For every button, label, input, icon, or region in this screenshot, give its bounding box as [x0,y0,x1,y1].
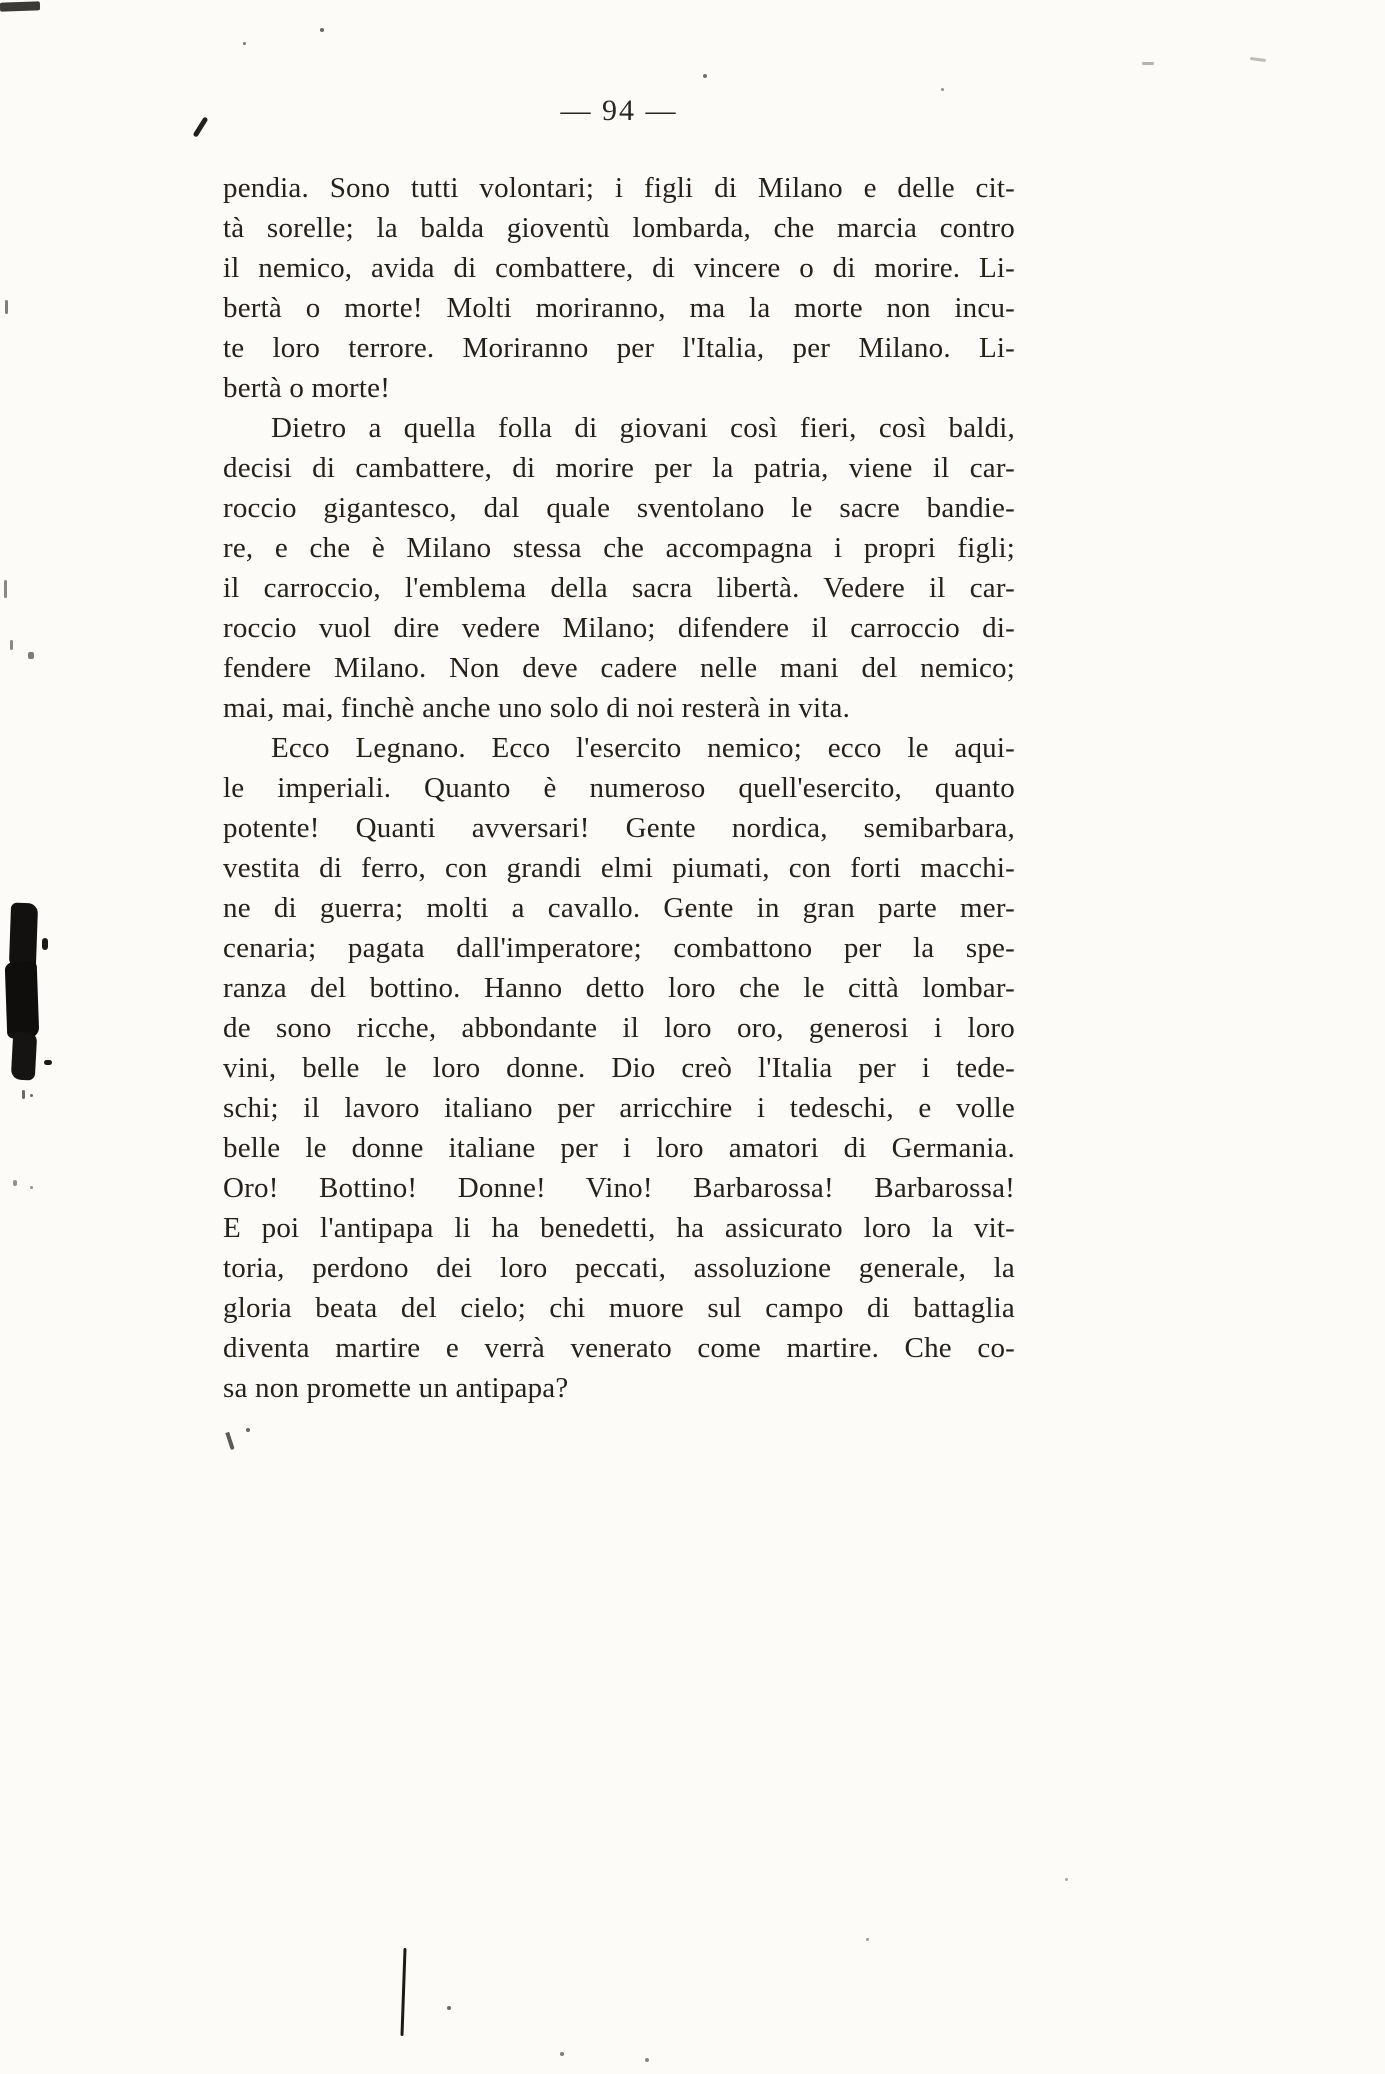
scan-artifact-ink-blob [42,938,48,950]
scan-artifact-ink-blob [44,1060,52,1065]
paragraph [223,408,1015,728]
scan-artifact-speck [645,2058,649,2062]
text-line: fendere Milano. Non deve cadere nelle mani del nemico; [223,652,1015,684]
scan-artifact-speck [246,1428,250,1432]
scan-artifact-dash [1142,62,1154,65]
scan-artifact-speck [243,42,246,45]
scan-artifact-dash [1250,57,1266,62]
text-line: ranza del bottino. Hanno detto loro che le città lombar- [223,972,1015,1004]
scan-artifact-speck [560,2052,564,2056]
text-line: E poi l'antipapa li ha benedetti, ha assicurato loro la vit- [223,1212,1015,1244]
text-line: potente! Quanti avversari! Gente nordica, semibarbara, [223,812,1015,844]
text-line: tà sorelle; la balda gioventù lombarda, che marcia contro [223,212,1015,244]
text-line: cenaria; pagata dall'imperatore; combattono per la spe- [223,932,1015,964]
paragraph [223,168,1015,408]
text-line: sa non promette un antipapa? [223,1372,569,1404]
scan-artifact-margin-mark [5,300,8,314]
text-line: te loro terrore. Moriranno per l'Italia, per Milano. Li- [223,332,1015,364]
text-line: roccio gigantesco, dal quale sventolano le sacre bandie- [223,492,1015,524]
text-line: pendia. Sono tutti volontari; i figli di Milano e delle cit- [223,172,1015,204]
text-line: de sono ricche, abbondante il loro oro, generosi i loro [223,1012,1015,1044]
text-line: toria, perdono dei loro peccati, assoluzione generale, la [223,1252,1015,1284]
text-line: ne di guerra; molti a cavallo. Gente in gran parte mer- [223,892,1015,924]
scan-artifact-speck [320,28,324,32]
scan-artifact-margin-mark [4,580,7,598]
text-line: roccio vuol dire vedere Milano; difendere il carroccio di- [223,612,1015,644]
text-line: mai, mai, finchè anche uno solo di noi resterà in vita. [223,692,851,724]
text-line: diventa martire e verrà venerato come martire. Che co- [223,1332,1015,1364]
scan-artifact-margin-mark [13,1180,17,1186]
scan-artifact-pen-tick [193,116,209,137]
text-line: Ecco Legnano. Ecco l'esercito nemico; ecco le aqui- [271,732,1015,764]
text-line: Oro! Bottino! Donne! Vino! Barbarossa! Barbarossa! [223,1172,1015,1204]
scan-artifact-ink-blob [9,903,38,968]
text-line: il nemico, avida di combattere, di vincere o di morire. Li- [223,252,1015,284]
text-line: il carroccio, l'emblema della sacra libertà. Vedere il car- [223,572,1015,604]
scan-artifact-speck [447,2006,451,2010]
text-line: schi; il lavoro italiano per arricchire i tedeschi, e volle [223,1092,1015,1124]
scan-artifact-margin-mark [28,652,34,659]
scan-artifact-pen-stroke [400,1948,406,2036]
body-text [223,168,1015,1408]
text-line: le imperiali. Quanto è numeroso quell'esercito, quanto [223,772,1015,804]
paragraph [223,728,1015,1408]
text-line: Dietro a quella folla di giovani così fieri, così baldi, [271,412,1015,444]
scan-artifact-margin-mark [22,1090,25,1099]
text-line: bertà o morte! Molti moriranno, ma la morte non incu- [223,292,1015,324]
text-line: vini, belle le loro donne. Dio creò l'Italia per i tede- [223,1052,1015,1084]
text-line: bertà o morte! [223,372,391,404]
text-line: decisi di cambattere, di morire per la patria, viene il car- [223,452,1015,484]
scan-artifact-speck [30,1094,33,1097]
scan-artifact-speck [866,1938,869,1941]
text-line: re, e che è Milano stessa che accompagna i propri figli; [223,532,1015,564]
scan-artifact-speck [1065,1878,1068,1881]
scan-artifact-corner-smudge [0,1,40,11]
text-line: belle le donne italiane per i loro amatori di Germania. [223,1132,1015,1164]
text-line: gloria beata del cielo; chi muore sul campo di battaglia [223,1292,1015,1324]
scan-artifact-ink-blob [11,1031,37,1080]
page-number: — 94 — [560,94,678,127]
scan-artifact-ink-blob [5,961,40,1038]
text-line: vestita di ferro, con grandi elmi piumati, con forti macchi- [223,852,1015,884]
scan-artifact-speck [941,88,944,91]
scan-artifact-margin-mark [10,640,13,650]
scan-artifact-pen-squiggle [225,1432,234,1450]
scan-artifact-speck [703,74,707,78]
scan-artifact-speck [30,1186,33,1189]
